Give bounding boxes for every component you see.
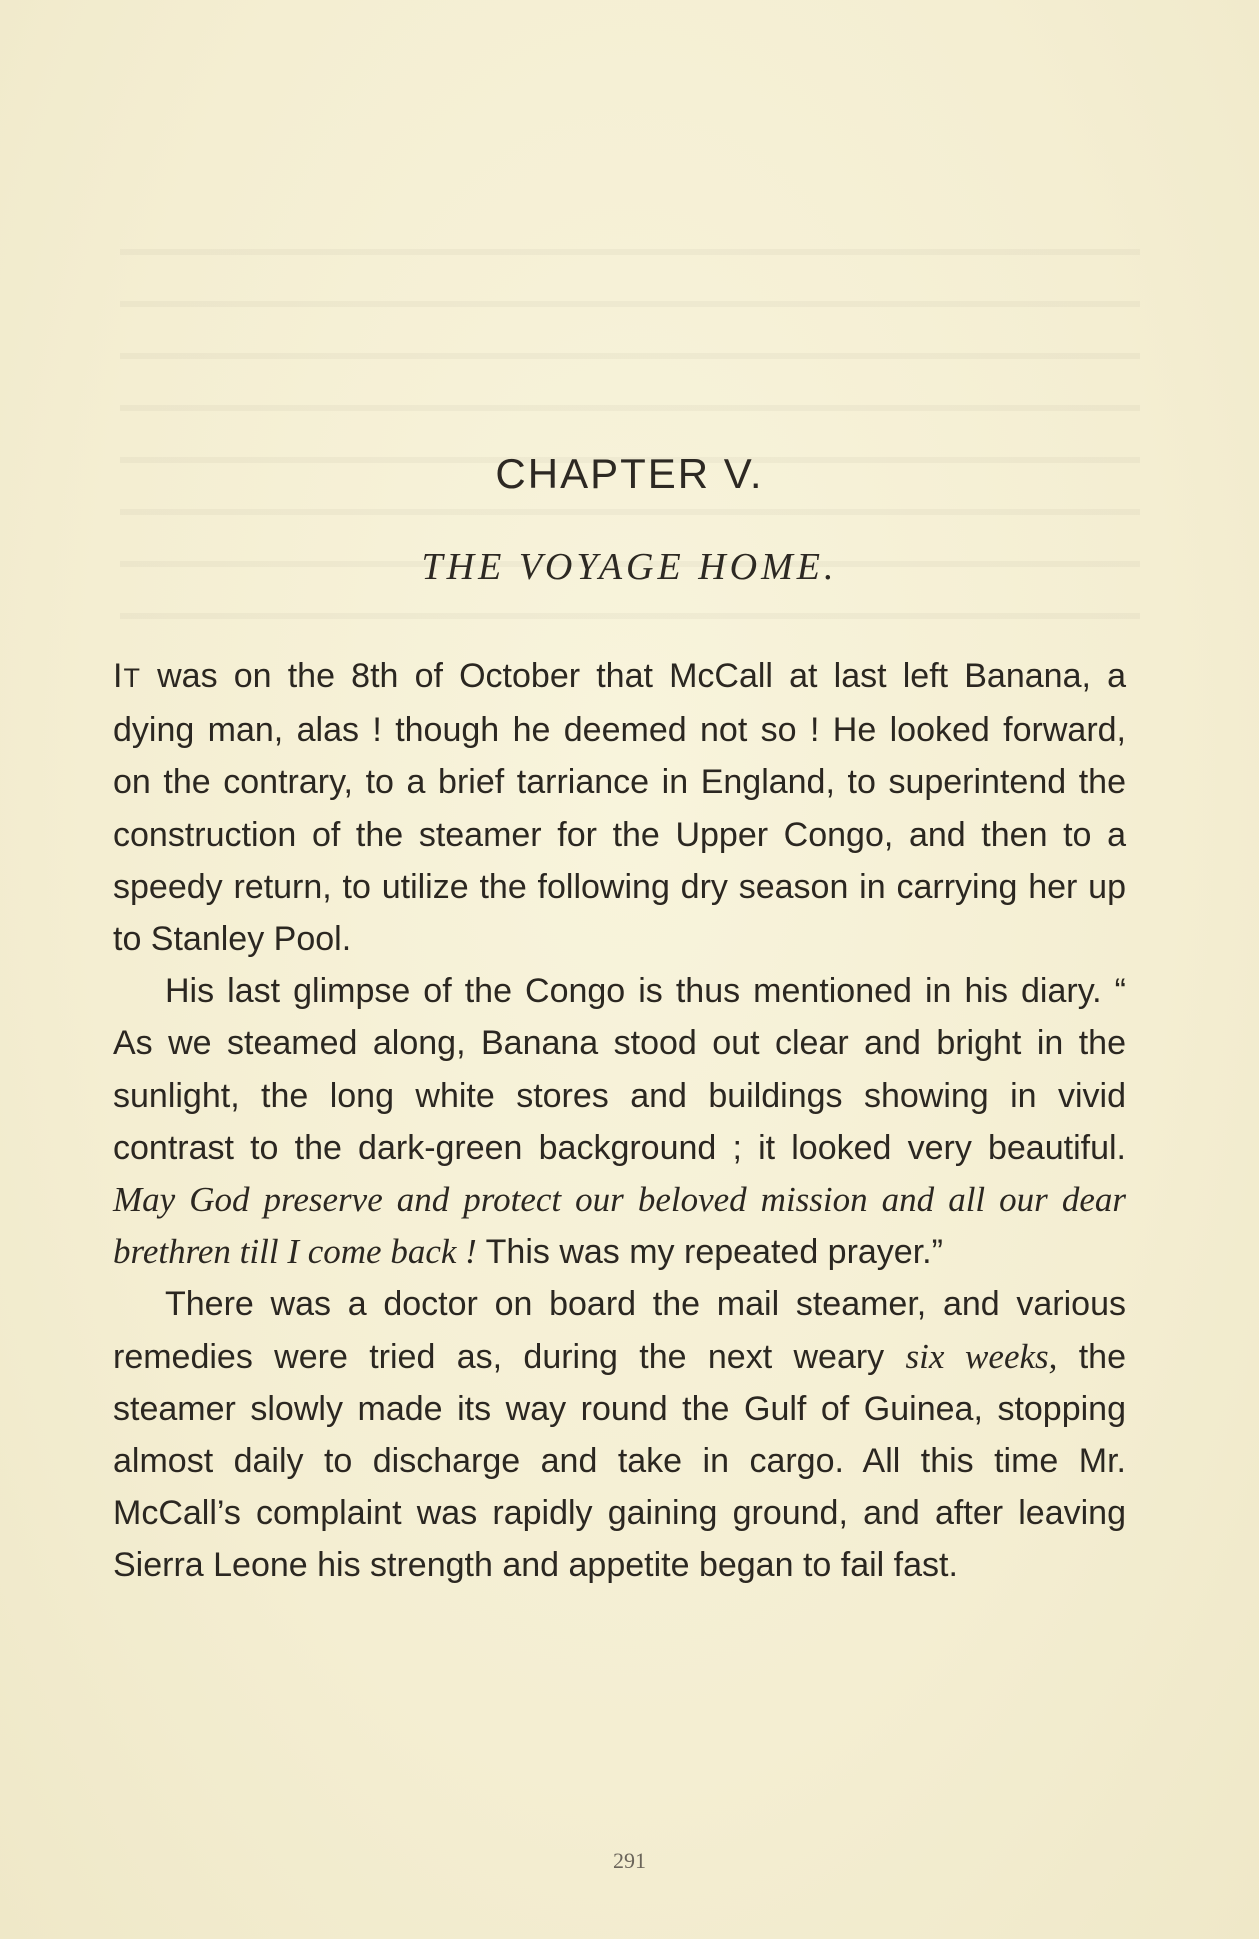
paragraph-3-italic: six weeks, xyxy=(905,1336,1058,1376)
paragraph-2-text-b: This was my repeated prayer.” xyxy=(476,1233,943,1272)
chapter-subtitle: THE VOYAGE HOME. xyxy=(421,546,838,588)
page-number: 291 xyxy=(613,1848,646,1873)
paragraph-2-italic: May God preserve and protect our beloved mission and all our dear brethren till I come back ! xyxy=(113,1180,1126,1272)
paragraph-3-text-b: the steamer slowly made its way round the Gulf of Guinea, stopping almost daily to discharge and take in cargo. All this time Mr. McCall’s complaint was rapidly gaining ground, and after leaving Sierra Leone his strength and appetite began to fail fast. xyxy=(113,1337,1126,1585)
paragraph-3 xyxy=(113,1278,1126,1591)
opening-rest: T xyxy=(123,663,141,693)
paragraph-3-text-a: There was a doctor on board the mail steamer, and various remedies were tried as, during the next weary xyxy=(113,1285,1126,1376)
paragraph-2 xyxy=(113,965,1126,1278)
opening-word xyxy=(113,657,141,695)
paragraph-1-text: was on the 8th of October that McCall at last left Banana, a dying man, alas ! though he deemed not so ! He looked forward, on the contrary, to a brief tarriance in England, to superintend the construction of the steamer for the Upper Congo, and then to a speedy return, to utilize the following dry season in carrying her up to Stanley Pool. xyxy=(113,657,1126,959)
paragraph-2-text-a: His last glimpse of the Congo is thus mentioned in his diary. “ As we steamed along, Banana stood out clear and bright in the sunlight, the long white stores and buildings showing in vivid contrast to the dark-green background ; it looked very beautiful. xyxy=(113,972,1126,1167)
opening-initial: I xyxy=(113,657,124,695)
body-text xyxy=(113,650,1126,1592)
paragraph-1 xyxy=(113,650,1126,965)
chapter-title: CHAPTER V. xyxy=(495,450,764,497)
